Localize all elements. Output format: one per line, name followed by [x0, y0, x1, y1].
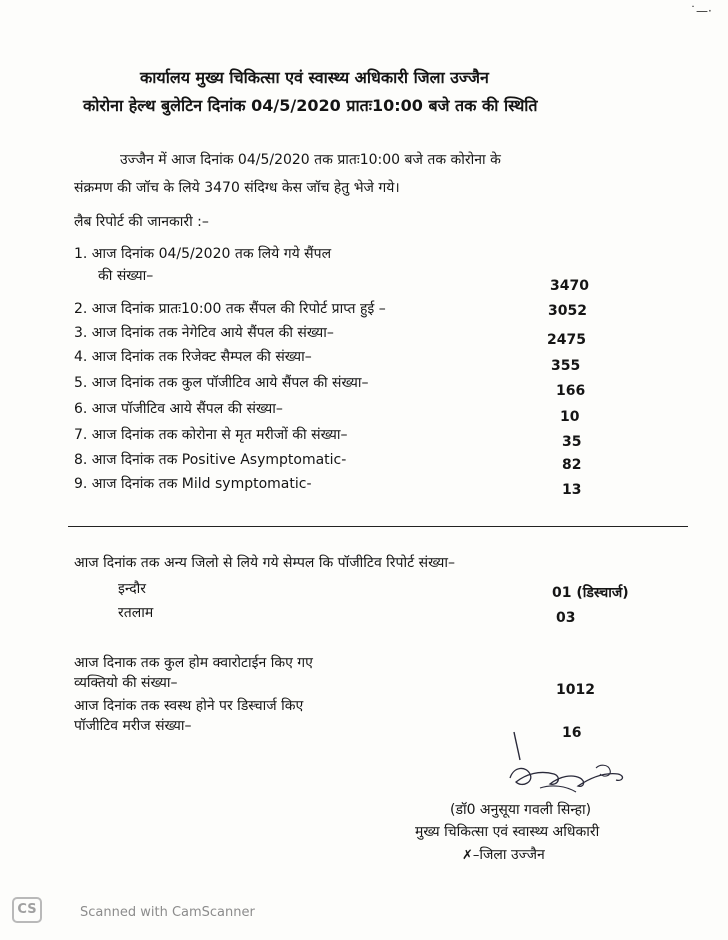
- lab-item-7-value: 35: [562, 434, 582, 450]
- lab-item-2-value: 3052: [548, 303, 587, 319]
- intro-line-1: उज्जैन में आज दिनांक 04/5/2020 तक प्रातः10:00 बजे तक कोरोना के: [120, 152, 501, 168]
- district-ratlam-name: रतलाम: [118, 605, 154, 621]
- lab-item-3-value: 2475: [547, 332, 586, 348]
- lab-item-4-value: 355: [551, 358, 581, 374]
- section-divider: [68, 526, 688, 527]
- signatory-district-label: जिला उज्जैन: [479, 847, 545, 863]
- lab-item-8-value: 82: [562, 457, 582, 473]
- pen-mark-icon: ✗–: [462, 848, 480, 863]
- discharged-value: 16: [562, 725, 582, 741]
- home-quarantine-line-2: व्यक्तियो की संख्या–: [74, 675, 178, 691]
- signatory-district: [462, 845, 545, 864]
- lab-item-5-label: 5. आज दिनांक तक कुल पॉजीटिव आये सैंपल की संख्या–: [74, 375, 369, 391]
- district-ratlam-value: 03: [556, 610, 576, 626]
- other-districts-heading: आज दिनांक तक अन्य जिलो से लिये गये सेम्पल कि पॉजीटिव रिपोर्ट संख्या–: [74, 555, 456, 571]
- district-indore-value: 01 (डिस्चार्ज): [552, 585, 629, 601]
- lab-item-3-label: 3. आज दिनांक तक नेगेटिव आये सैंपल की संख्या–: [74, 325, 334, 341]
- lab-report-heading: लैब रिपोर्ट की जानकारी :–: [74, 214, 209, 230]
- district-indore-name: इन्दौर: [118, 581, 146, 597]
- lab-item-9-label: 9. आज दिनांक तक Mild symptomatic-: [74, 476, 312, 492]
- home-quarantine-line-1: आज दिनाक तक कुल होम क्वारोटाईन किए गए: [74, 655, 313, 671]
- lab-item-1-line-1: 1. आज दिनांक 04/5/2020 तक लिये गये सैंपल: [74, 246, 332, 262]
- camscanner-watermark: Scanned with CamScanner: [80, 905, 255, 920]
- camscanner-logo-icon: CS: [12, 897, 42, 923]
- home-quarantine-value: 1012: [556, 682, 595, 698]
- handwritten-signature: [500, 730, 650, 800]
- lab-item-7-label: 7. आज दिनांक तक कोरोना से मृत मरीजों की संख्या–: [74, 427, 348, 443]
- signatory-name: (डॉ0 अनुसूया गवली सिन्हा): [450, 802, 592, 818]
- corner-mark: ˙—·: [690, 4, 712, 18]
- signatory-designation: मुख्य चिकित्सा एवं स्वास्थ्य अधिकारी: [415, 824, 600, 840]
- header-bulletin-title: कोरोना हेल्थ बुलेटिन दिनांक 04/5/2020 प्रातः10:00 बजे तक की स्थिति: [83, 96, 538, 115]
- lab-item-2-label: 2. आज दिनांक प्रातः10:00 तक सैंपल की रिपोर्ट प्राप्त हुई –: [74, 301, 386, 317]
- lab-item-5-value: 166: [556, 383, 586, 399]
- lab-item-1-line-2: की संख्या–: [98, 268, 154, 284]
- lab-item-8-label: 8. आज दिनांक तक Positive Asymptomatic-: [74, 452, 347, 468]
- discharged-line-1: आज दिनांक तक स्वस्थ होने पर डिस्चार्ज किए: [74, 698, 304, 714]
- discharged-line-2: पॉजीटिव मरीज संख्या–: [74, 718, 192, 734]
- lab-item-6-value: 10: [560, 409, 580, 425]
- lab-item-1-value: 3470: [550, 278, 589, 294]
- lab-item-6-label: 6. आज पॉजीटिव आये सैंपल की संख्या–: [74, 401, 283, 417]
- intro-line-2: संक्रमण की जॉच के लिये 3470 संदिग्ध केस जॉच हेतु भेजे गये।: [74, 180, 400, 196]
- header-office-title: कार्यालय मुख्य चिकित्सा एवं स्वास्थ्य अधिकारी जिला उज्जैन: [140, 68, 489, 87]
- lab-item-4-label: 4. आज दिनांक तक रिजेक्ट सैम्पल की संख्या–: [74, 349, 312, 365]
- lab-item-9-value: 13: [562, 482, 582, 498]
